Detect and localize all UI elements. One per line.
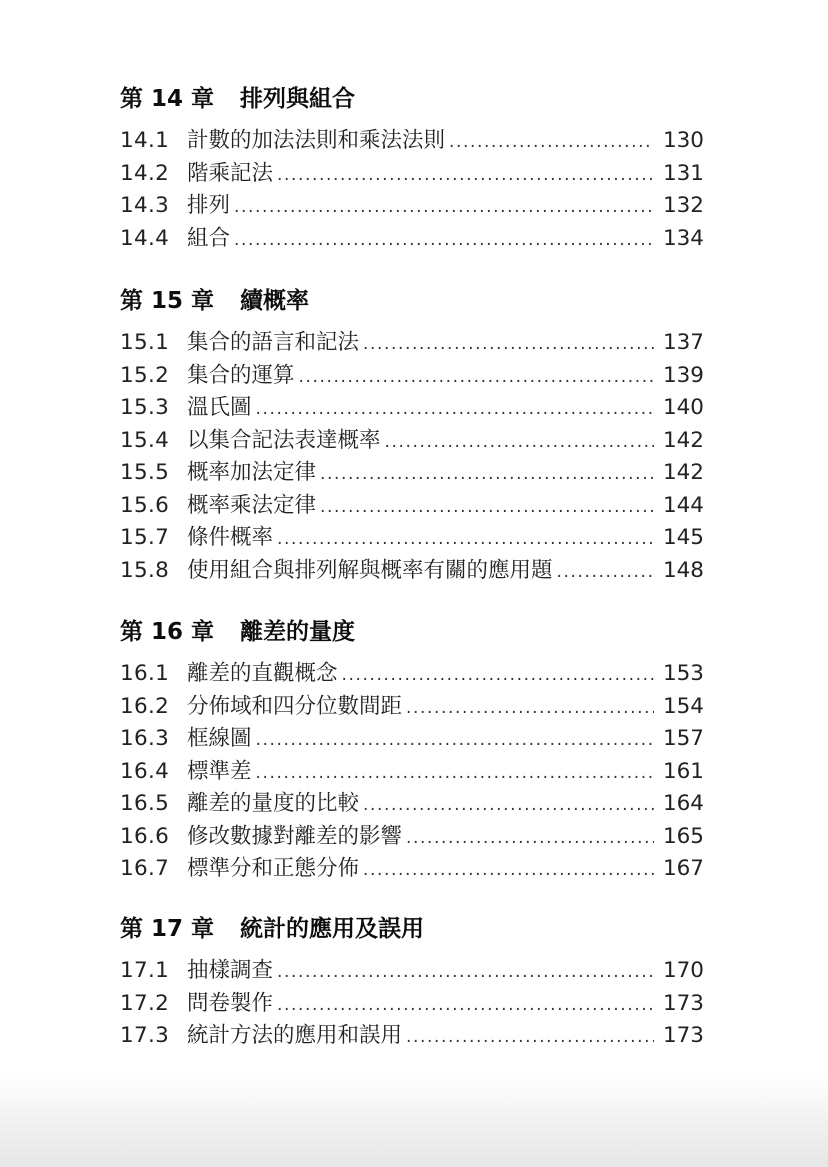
- dot-leader: [363, 328, 654, 361]
- dot-leader: [320, 491, 654, 524]
- section-title: 溫氏圖: [187, 395, 252, 420]
- section-number: 16.6: [120, 823, 170, 849]
- toc-entry[interactable]: [120, 691, 704, 724]
- toc-entry[interactable]: [120, 1020, 704, 1053]
- dot-leader: [385, 426, 654, 459]
- section-title: 標準分和正態分佈: [187, 856, 360, 881]
- section-number: 16.2: [120, 693, 170, 719]
- section-number: 15.2: [120, 362, 170, 388]
- section-number: 15.1: [120, 330, 170, 355]
- section-title: 以集合記法表達概率: [187, 427, 381, 453]
- section-number: 14.1: [120, 128, 170, 153]
- section-number: 17.2: [120, 990, 170, 1016]
- dot-leader: [234, 191, 654, 224]
- page-number: 131: [662, 160, 704, 186]
- section-number: 15.5: [120, 460, 170, 485]
- dot-leader: [234, 224, 654, 257]
- toc-entry[interactable]: [120, 756, 704, 789]
- chapter-heading: [120, 910, 424, 950]
- section-title: 排列: [187, 193, 231, 218]
- page-number: 173: [662, 990, 704, 1016]
- toc-entry[interactable]: [120, 988, 704, 1021]
- section-number: 15.6: [120, 492, 170, 518]
- section-title: 條件概率: [187, 525, 274, 550]
- page-number: 165: [662, 823, 704, 849]
- page-number: 130: [662, 128, 704, 153]
- section-number: 15.8: [120, 557, 170, 583]
- dot-leader: [320, 458, 654, 491]
- dot-leader: [256, 757, 654, 790]
- section-number: 15.3: [120, 395, 170, 420]
- section-title: 組合: [187, 225, 231, 251]
- section-number: 14.2: [120, 160, 170, 186]
- section-title: 問卷製作: [187, 990, 274, 1016]
- section-list: [120, 658, 704, 886]
- page-number: 134: [662, 225, 704, 251]
- dot-leader: [277, 956, 654, 989]
- section-title: 使用組合與排列解與概率有關的應用題: [187, 557, 553, 583]
- page-number: 142: [662, 460, 704, 485]
- section-number: 14.4: [120, 225, 170, 251]
- page-number: 137: [662, 330, 704, 355]
- page-number: 140: [662, 395, 704, 420]
- section-list: [120, 125, 704, 255]
- dot-leader: [299, 361, 654, 394]
- dot-leader: [256, 393, 654, 426]
- section-title: 集合的運算: [187, 362, 295, 388]
- page-number: 154: [662, 693, 704, 719]
- section-title: 統計方法的應用和誤用: [187, 1023, 403, 1048]
- chapter-number: 第 17 章: [120, 916, 215, 942]
- section-number: 17.1: [120, 958, 170, 983]
- dot-leader: [557, 556, 654, 589]
- section-title: 計數的加法法則和乘法法則: [187, 128, 446, 153]
- page-number: 161: [662, 758, 704, 784]
- chapter-heading: [120, 613, 355, 653]
- dot-leader: [363, 789, 654, 822]
- chapter-number: 第 16 章: [120, 619, 215, 645]
- page-number: 145: [662, 525, 704, 550]
- section-number: 16.5: [120, 791, 170, 816]
- section-title: 抽樣調查: [187, 958, 274, 983]
- page-number: 157: [662, 726, 704, 751]
- page-number: 164: [662, 791, 704, 816]
- chapter-title: 離差的量度: [240, 619, 355, 645]
- toc-entry[interactable]: [120, 658, 704, 691]
- chapter-heading: [120, 80, 355, 120]
- dot-leader: [277, 523, 654, 556]
- page-number: 153: [662, 661, 704, 686]
- dot-leader: [277, 989, 654, 1022]
- page-number: 132: [662, 193, 704, 218]
- section-title: 集合的語言和記法: [187, 330, 360, 355]
- section-number: 16.4: [120, 758, 170, 784]
- toc-entry[interactable]: [120, 821, 704, 854]
- section-number: 17.3: [120, 1023, 170, 1048]
- toc-entry[interactable]: [120, 425, 704, 458]
- section-number: 16.1: [120, 661, 170, 686]
- section-title: 概率加法定律: [187, 460, 317, 485]
- page-number: 173: [662, 1023, 704, 1048]
- toc-entry[interactable]: [120, 955, 704, 988]
- chapter-title: 排列與組合: [240, 86, 355, 112]
- section-list: [120, 327, 704, 587]
- section-title: 分佈域和四分位數間距: [187, 693, 403, 719]
- section-list: [120, 955, 704, 1053]
- chapter-number: 第 14 章: [120, 86, 215, 112]
- page-number: 144: [662, 492, 704, 518]
- page-number: 139: [662, 362, 704, 388]
- section-title: 修改數據對離差的影響: [187, 823, 403, 849]
- section-number: 16.7: [120, 856, 170, 881]
- dot-leader: [277, 159, 654, 192]
- dot-leader: [406, 822, 654, 855]
- dot-leader: [363, 854, 654, 887]
- chapter-number: 第 15 章: [120, 288, 215, 314]
- section-number: 15.4: [120, 427, 170, 453]
- toc-entry[interactable]: [120, 158, 704, 191]
- toc-entry[interactable]: [120, 223, 704, 256]
- section-number: 15.7: [120, 525, 170, 550]
- chapter-title: 續概率: [240, 288, 309, 314]
- toc-entry[interactable]: [120, 853, 704, 886]
- section-title: 框線圖: [187, 726, 252, 751]
- section-title: 離差的直觀概念: [187, 661, 338, 686]
- toc-entry[interactable]: [120, 723, 704, 756]
- section-title: 離差的量度的比較: [187, 791, 360, 816]
- dot-leader: [449, 126, 654, 159]
- dot-leader: [406, 1021, 654, 1054]
- toc-entry[interactable]: [120, 392, 704, 425]
- page-number: 167: [662, 856, 704, 881]
- toc-entry[interactable]: [120, 490, 704, 523]
- section-title: 標準差: [187, 758, 252, 784]
- chapter-title: 統計的應用及誤用: [240, 916, 424, 942]
- section-title: 概率乘法定律: [187, 492, 317, 518]
- section-number: 16.3: [120, 726, 170, 751]
- toc-entry[interactable]: [120, 555, 704, 588]
- dot-leader: [406, 692, 654, 725]
- toc-entry[interactable]: [120, 457, 704, 490]
- chapter-heading: [120, 282, 309, 322]
- dot-leader: [256, 724, 654, 757]
- toc-entry[interactable]: [120, 327, 704, 360]
- section-title: 階乘記法: [187, 160, 274, 186]
- page-number: 148: [662, 557, 704, 583]
- page-number: 142: [662, 427, 704, 453]
- dot-leader: [342, 659, 654, 692]
- toc-entry[interactable]: [120, 125, 704, 158]
- page-bottom-shadow: [0, 1075, 828, 1167]
- section-number: 14.3: [120, 193, 170, 218]
- toc-entry[interactable]: [120, 190, 704, 223]
- page-number: 170: [662, 958, 704, 983]
- toc-entry[interactable]: [120, 522, 704, 555]
- toc-entry[interactable]: [120, 788, 704, 821]
- toc-entry[interactable]: [120, 360, 704, 393]
